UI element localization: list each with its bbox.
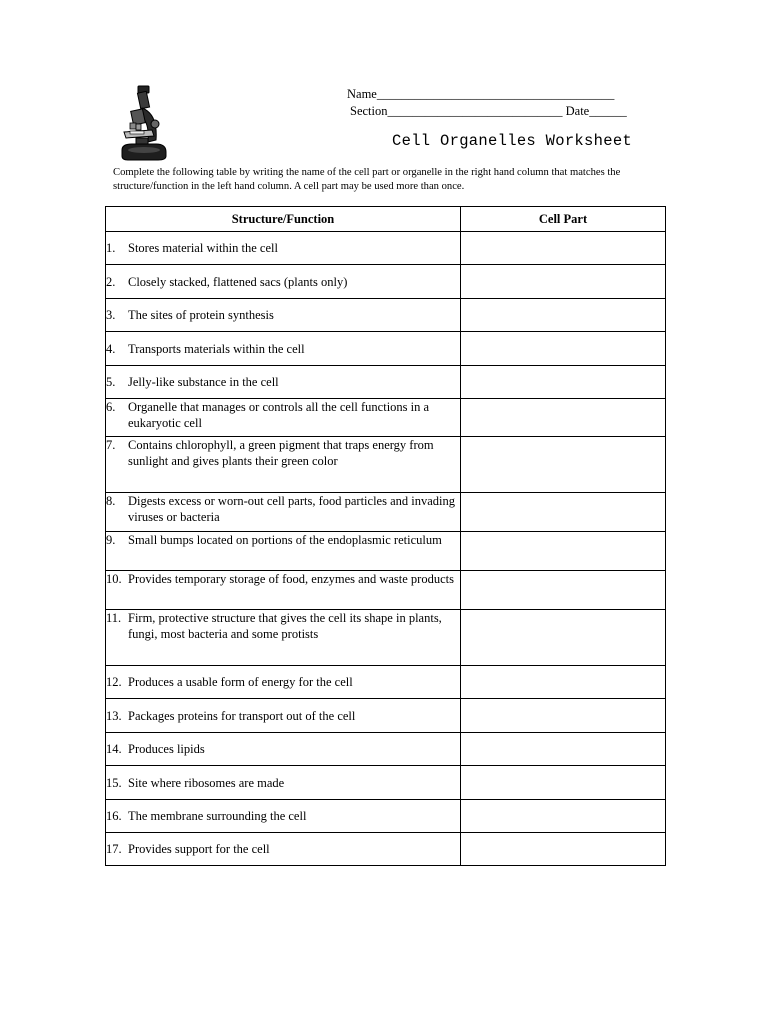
item-number: 11. (106, 611, 122, 625)
item-description: Jelly-like substance in the cell (128, 375, 279, 389)
table-row (106, 733, 666, 766)
cell-part-answer[interactable] (461, 493, 666, 532)
item-number: 8. (106, 494, 116, 508)
item-number: 13. (106, 708, 122, 723)
structure-function-cell (106, 666, 461, 699)
structure-function-cell (106, 800, 461, 833)
table-row (106, 666, 666, 699)
cell-part-answer[interactable] (461, 610, 666, 666)
item-description: Produces a usable form of energy for the cell (128, 675, 353, 689)
item-description: Contains chlorophyll, a green pigment that traps energy from sunlight and gives plants their green color (128, 438, 434, 468)
table-row (106, 833, 666, 866)
item-description: Stores material within the cell (128, 241, 278, 255)
item-description: Transports materials within the cell (128, 341, 305, 356)
structure-function-cell (106, 733, 461, 766)
header-structure-function: Structure/Function (106, 207, 461, 232)
structure-function-cell (106, 437, 461, 493)
cell-part-answer[interactable] (461, 437, 666, 493)
table-row (106, 332, 666, 366)
structure-function-cell (106, 493, 461, 532)
structure-function-cell (106, 232, 461, 265)
cell-part-answer[interactable] (461, 299, 666, 332)
cell-part-answer[interactable] (461, 571, 666, 610)
item-number: 17. (106, 842, 122, 856)
table-row (106, 232, 666, 265)
structure-function-cell (106, 299, 461, 332)
structure-function-cell (106, 833, 461, 866)
item-description: Site where ribosomes are made (128, 775, 285, 790)
page-title: Cell Organelles Worksheet (392, 132, 633, 150)
structure-function-cell (106, 610, 461, 666)
table-row (106, 265, 666, 299)
header-cell-part: Cell Part (461, 207, 666, 232)
item-description: Provides temporary storage of food, enzymes and waste products (128, 572, 454, 586)
item-description: Small bumps located on portions of the endoplasmic reticulum (128, 533, 442, 547)
table-row (106, 399, 666, 437)
item-number: 2. (106, 274, 116, 289)
item-description: The sites of protein synthesis (128, 308, 274, 322)
table-row (106, 366, 666, 399)
structure-function-cell (106, 332, 461, 366)
item-number: 5. (106, 375, 116, 389)
item-description: Produces lipids (128, 742, 205, 756)
cell-part-answer[interactable] (461, 332, 666, 366)
item-description: Digests excess or worn-out cell parts, food particles and invading viruses or bacteria (128, 494, 455, 524)
section-date-field-line[interactable]: Section____________________________ Date______ (350, 104, 627, 118)
item-number: 15. (106, 775, 122, 790)
cell-part-answer[interactable] (461, 532, 666, 571)
table-header-row (106, 207, 666, 232)
cell-part-answer[interactable] (461, 833, 666, 866)
cell-part-answer[interactable] (461, 666, 666, 699)
item-number: 6. (106, 400, 116, 414)
item-description: Provides support for the cell (128, 842, 270, 856)
item-number: 3. (106, 308, 116, 322)
item-number: 7. (106, 438, 116, 452)
table-row (106, 699, 666, 733)
table-row (106, 532, 666, 571)
table-row (106, 800, 666, 833)
item-description: Packages proteins for transport out of the cell (128, 708, 356, 723)
cell-part-answer[interactable] (461, 800, 666, 833)
structure-function-cell (106, 399, 461, 437)
item-number: 10. (106, 572, 122, 586)
cell-part-answer[interactable] (461, 766, 666, 800)
name-field-line[interactable]: Name______________________________________ (347, 87, 615, 101)
item-description: The membrane surrounding the cell (128, 809, 307, 823)
cell-part-answer[interactable] (461, 399, 666, 437)
table-row (106, 299, 666, 332)
structure-function-cell (106, 699, 461, 733)
item-number: 14. (106, 742, 122, 756)
table-row (106, 766, 666, 800)
item-description: Organelle that manages or controls all the cell functions in a eukaryotic cell (128, 400, 430, 430)
cell-part-answer[interactable] (461, 733, 666, 766)
item-number: 4. (106, 341, 116, 356)
item-number: 1. (106, 241, 116, 255)
item-number: 12. (106, 675, 122, 689)
item-description: Closely stacked, flattened sacs (plants only) (128, 274, 348, 289)
table-row (106, 493, 666, 532)
table-row (106, 610, 666, 666)
structure-function-cell (106, 366, 461, 399)
table-row (106, 571, 666, 610)
cell-part-answer[interactable] (461, 232, 666, 265)
item-number: 9. (106, 533, 116, 547)
structure-function-cell (106, 532, 461, 571)
structure-function-cell (106, 766, 461, 800)
item-number: 16. (106, 809, 122, 823)
cell-part-answer[interactable] (461, 366, 666, 399)
item-description: Firm, protective structure that gives the cell its shape in plants, fungi, most bacteria and some protists (128, 611, 442, 641)
cell-part-answer[interactable] (461, 265, 666, 299)
organelles-table (105, 206, 666, 866)
table-row (106, 437, 666, 493)
structure-function-cell (106, 265, 461, 299)
instructions: Complete the following table by writing the name of the cell part or organelle in the right hand column that matches the structure/function in the left hand column. A cell part may be used more than once. (113, 167, 621, 192)
cell-part-answer[interactable] (461, 699, 666, 733)
microscope-icon (118, 84, 170, 164)
structure-function-cell (106, 571, 461, 610)
